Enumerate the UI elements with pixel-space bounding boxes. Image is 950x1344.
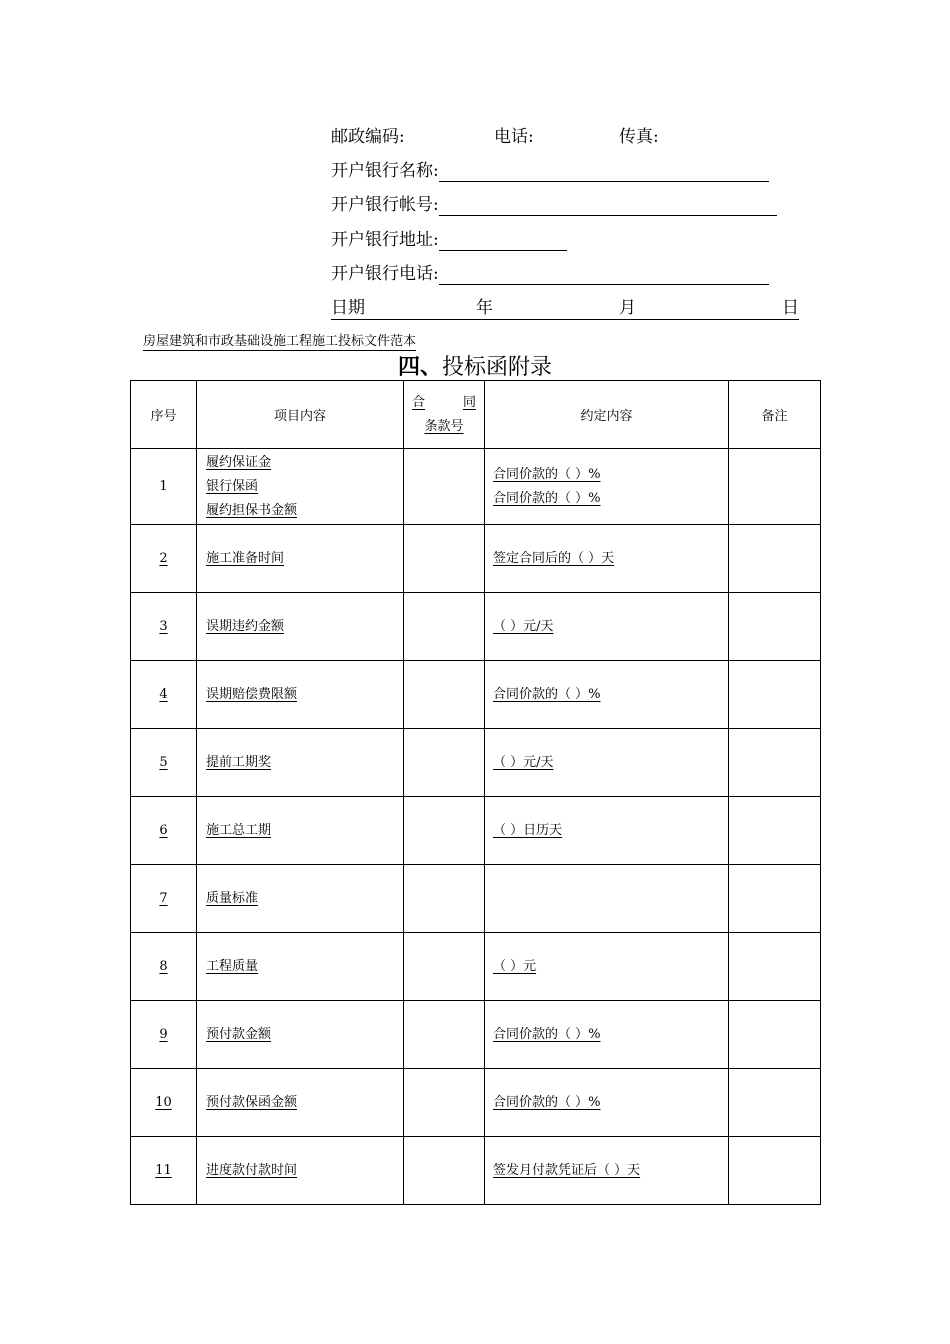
bank-account-line	[331, 194, 777, 216]
bank-address-line	[331, 229, 567, 251]
table-row	[131, 1069, 821, 1137]
table-row	[131, 729, 821, 797]
remarks-cell[interactable]	[729, 1069, 821, 1137]
bank-phone-field[interactable]	[439, 264, 769, 285]
item-cell	[197, 1137, 404, 1205]
terms-cell[interactable]	[485, 661, 729, 729]
row-number-text: 4	[159, 687, 168, 702]
remarks-cell[interactable]	[729, 525, 821, 593]
item-cell	[197, 661, 404, 729]
terms-text: （ ）元/天	[493, 618, 554, 634]
item-text: 履约保证金	[206, 454, 272, 470]
terms-cell[interactable]	[485, 1069, 729, 1137]
year-label: 年	[476, 298, 493, 318]
clause-cell[interactable]	[404, 797, 485, 865]
bank-account-field[interactable]	[439, 195, 777, 216]
row-number-text: 7	[159, 891, 168, 906]
row-number	[131, 661, 197, 729]
item-cell	[197, 1001, 404, 1069]
bank-phone-line	[331, 263, 769, 285]
section-number: 四、	[397, 354, 442, 380]
item-text: 预付款保函金额	[206, 1094, 298, 1110]
row-number	[131, 593, 197, 661]
header-clause-top-right: 同	[462, 394, 476, 410]
table-row	[131, 797, 821, 865]
item-cell	[197, 593, 404, 661]
bid-appendix-table	[130, 380, 821, 1205]
clause-cell[interactable]	[404, 865, 485, 933]
row-number-text: 6	[159, 823, 168, 838]
clause-cell[interactable]	[404, 933, 485, 1001]
remarks-cell[interactable]	[729, 797, 821, 865]
table-row	[131, 933, 821, 1001]
item-cell	[197, 933, 404, 1001]
item-text: 施工准备时间	[206, 550, 285, 566]
header-clause-top-left: 合	[412, 394, 426, 410]
remarks-cell[interactable]	[729, 593, 821, 661]
terms-text: （ ）元/天	[493, 754, 554, 770]
row-number-text: 2	[159, 551, 168, 566]
row-number	[131, 1069, 197, 1137]
clause-cell[interactable]	[404, 593, 485, 661]
terms-cell[interactable]	[485, 1137, 729, 1205]
row-number	[131, 1137, 197, 1205]
clause-cell[interactable]	[404, 525, 485, 593]
header-no: 序号	[131, 381, 197, 449]
bank-name-label: 开户银行名称:	[331, 161, 439, 181]
row-number-text: 3	[159, 619, 168, 634]
row-number	[131, 1001, 197, 1069]
terms-text: 合同价款的（ ）%	[493, 490, 601, 506]
item-cell	[197, 525, 404, 593]
fax-label: 传真:	[619, 127, 659, 147]
table-row	[131, 449, 821, 525]
row-number	[131, 933, 197, 1001]
postal-code-label: 邮政编码:	[331, 127, 405, 147]
row-number	[131, 449, 197, 525]
terms-cell[interactable]	[485, 593, 729, 661]
table-row	[131, 1001, 821, 1069]
remarks-cell[interactable]	[729, 1001, 821, 1069]
table-header-row	[131, 381, 821, 449]
bank-address-field[interactable]	[439, 230, 567, 251]
remarks-cell[interactable]	[729, 865, 821, 933]
bank-account-label: 开户银行帐号:	[331, 195, 439, 215]
item-text: 工程质量	[206, 958, 259, 974]
terms-text: 合同价款的（ ）%	[493, 466, 601, 482]
header-clause	[404, 381, 485, 449]
row-number	[131, 729, 197, 797]
bank-address-label: 开户银行地址:	[331, 230, 439, 250]
remarks-cell[interactable]	[729, 1137, 821, 1205]
terms-text: （ ）元	[493, 958, 537, 974]
terms-cell[interactable]	[485, 933, 729, 1001]
terms-text: 合同价款的（ ）%	[493, 1026, 601, 1042]
terms-cell[interactable]	[485, 797, 729, 865]
clause-cell[interactable]	[404, 661, 485, 729]
header-remarks: 备注	[729, 381, 821, 449]
table-row	[131, 1137, 821, 1205]
clause-cell[interactable]	[404, 1069, 485, 1137]
row-number	[131, 797, 197, 865]
table-row	[131, 661, 821, 729]
header-terms: 约定内容	[485, 381, 729, 449]
row-number-text: 1	[159, 479, 168, 494]
item-cell	[197, 797, 404, 865]
terms-text: 签发月付款凭证后（ ）天	[493, 1162, 641, 1178]
section-title	[0, 353, 950, 382]
item-cell	[197, 865, 404, 933]
clause-cell[interactable]	[404, 1001, 485, 1069]
table-row	[131, 865, 821, 933]
day-label: 日	[782, 298, 799, 318]
row-number-text: 10	[155, 1095, 172, 1110]
item-text: 进度款付款时间	[206, 1162, 298, 1178]
terms-text: 合同价款的（ ）%	[493, 1094, 601, 1110]
item-text: 提前工期奖	[206, 754, 272, 770]
item-cell	[197, 1069, 404, 1137]
table-row	[131, 525, 821, 593]
clause-cell[interactable]	[404, 1137, 485, 1205]
row-number-text: 11	[155, 1163, 172, 1178]
row-number-text: 5	[159, 755, 168, 770]
item-text: 误期赔偿费限额	[206, 686, 298, 702]
row-number-text: 8	[159, 959, 168, 974]
table-row	[131, 593, 821, 661]
terms-cell[interactable]	[485, 449, 729, 525]
month-label: 月	[619, 298, 636, 318]
item-text: 误期违约金额	[206, 618, 285, 634]
item-text: 银行保函	[206, 478, 259, 494]
remarks-cell[interactable]	[729, 661, 821, 729]
clause-cell[interactable]	[404, 449, 485, 525]
section-title-text: 投标函附录	[442, 355, 553, 380]
date-line	[331, 297, 799, 320]
terms-cell[interactable]	[485, 1001, 729, 1069]
header-clause-bottom: 条款号	[424, 418, 464, 434]
item-text: 质量标准	[206, 890, 259, 906]
item-cell	[197, 729, 404, 797]
bank-name-line	[331, 160, 769, 182]
terms-cell[interactable]	[485, 729, 729, 797]
terms-text: （ ）日历天	[493, 822, 563, 838]
item-text: 预付款金额	[206, 1026, 272, 1042]
phone-label: 电话:	[494, 127, 534, 147]
terms-text: 签定合同后的（ ）天	[493, 550, 615, 566]
date-label: 日期	[331, 298, 365, 318]
clause-cell[interactable]	[404, 729, 485, 797]
terms-cell[interactable]	[485, 525, 729, 593]
header-item: 项目内容	[197, 381, 404, 449]
remarks-cell[interactable]	[729, 449, 821, 525]
row-number	[131, 865, 197, 933]
remarks-cell[interactable]	[729, 729, 821, 797]
row-number	[131, 525, 197, 593]
bank-phone-label: 开户银行电话:	[331, 264, 439, 284]
row-number-text: 9	[159, 1027, 168, 1042]
item-text: 施工总工期	[206, 822, 272, 838]
item-cell	[197, 449, 404, 525]
terms-cell[interactable]	[485, 865, 729, 933]
item-text: 履约担保书金额	[206, 502, 298, 518]
remarks-cell[interactable]	[729, 933, 821, 1001]
document-reference: 房屋建筑和市政基础设施工程施工投标文件范本	[143, 334, 417, 349]
bank-name-field[interactable]	[439, 161, 769, 182]
terms-text: 合同价款的（ ）%	[493, 686, 601, 702]
